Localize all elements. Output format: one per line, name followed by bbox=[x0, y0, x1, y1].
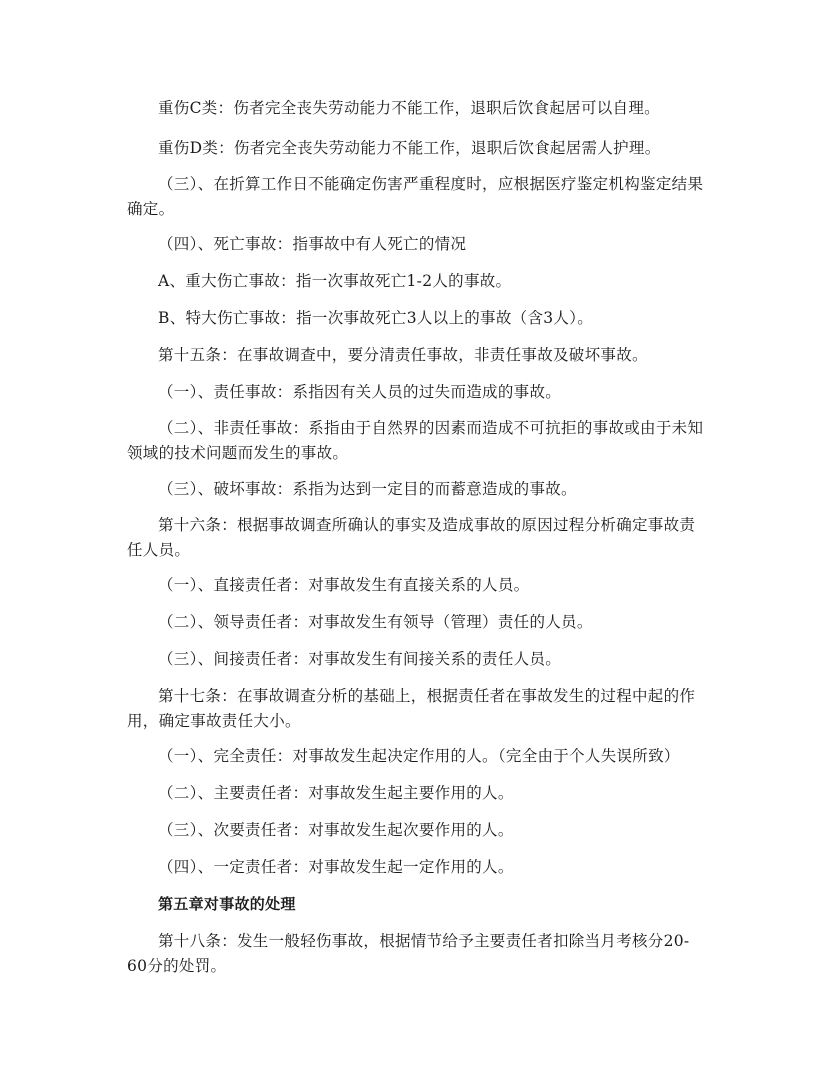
paragraph-article-18: 第十八条：发生一般轻伤事故，根据情节给予主要责任者扣除当月考核分20-60分的处罚。 bbox=[127, 932, 690, 975]
paragraph-certain-responsible: （四）、一定责任者：对事故发生起一定作用的人。 bbox=[158, 858, 514, 876]
paragraph-full-responsibility: （一）、完全责任：对事故发生起决定作用的人。（完全由于个人失误所致） bbox=[158, 747, 680, 765]
chapter-5-heading: 第五章对事故的处理 bbox=[158, 895, 296, 913]
paragraph-indirect-responsible: （三）、间接责任者：对事故发生有间接关系的责任人员。 bbox=[158, 650, 562, 668]
paragraph-main-responsible: （二）、主要责任者：对事故发生起主要作用的人。 bbox=[158, 784, 514, 802]
paragraph-workday-conversion: （三）、在折算工作日不能确定伤害严重程度时，应根据医疗鉴定机构鉴定结果确定。 bbox=[127, 175, 704, 218]
paragraph-non-liability-accident: （二）、非责任事故：系指由于自然界的因素而造成不可抗拒的事故或由于未知领域的技术问题而发生的事故。 bbox=[127, 419, 704, 462]
paragraph-major-casualty: A、重大伤亡事故：指一次事故死亡1-2人的事故。 bbox=[158, 272, 512, 290]
paragraph-liability-accident: （一）、责任事故：系指因有关人员的过失而造成的事故。 bbox=[158, 383, 562, 401]
paragraph-sabotage-accident: （三）、破坏事故：系指为达到一定目的而蓄意造成的事故。 bbox=[158, 480, 577, 498]
paragraph-direct-responsible: （一）、直接责任者：对事故发生有直接关系的人员。 bbox=[158, 576, 530, 594]
paragraph-injury-c: 重伤C类：伤者完全丧失劳动能力不能工作，退职后饮食起居可以自理。 bbox=[158, 99, 660, 117]
paragraph-injury-d: 重伤D类：伤者完全丧失劳动能力不能工作，退职后饮食起居需人护理。 bbox=[158, 139, 661, 157]
paragraph-death-accident: （四）、死亡事故：指事故中有人死亡的情况 bbox=[158, 235, 467, 253]
paragraph-secondary-responsible: （三）、次要责任者：对事故发生起次要作用的人。 bbox=[158, 821, 514, 839]
paragraph-article-17: 第十七条：在事故调查分析的基础上，根据责任者在事故发生的过程中起的作用，确定事故责任大小。 bbox=[127, 687, 696, 730]
paragraph-article-16: 第十六条：根据事故调查所确认的事实及造成事故的原因过程分析确定事故责任人员。 bbox=[127, 516, 696, 559]
paragraph-article-15: 第十五条：在事故调查中，要分清责任事故，非责任事故及破坏事故。 bbox=[158, 346, 648, 364]
paragraph-leadership-responsible: （二）、领导责任者：对事故发生有领导（管理）责任的人员。 bbox=[158, 613, 593, 631]
paragraph-severe-casualty: B、特大伤亡事故：指一次事故死亡3人以上的事故（含3人）。 bbox=[158, 309, 594, 327]
